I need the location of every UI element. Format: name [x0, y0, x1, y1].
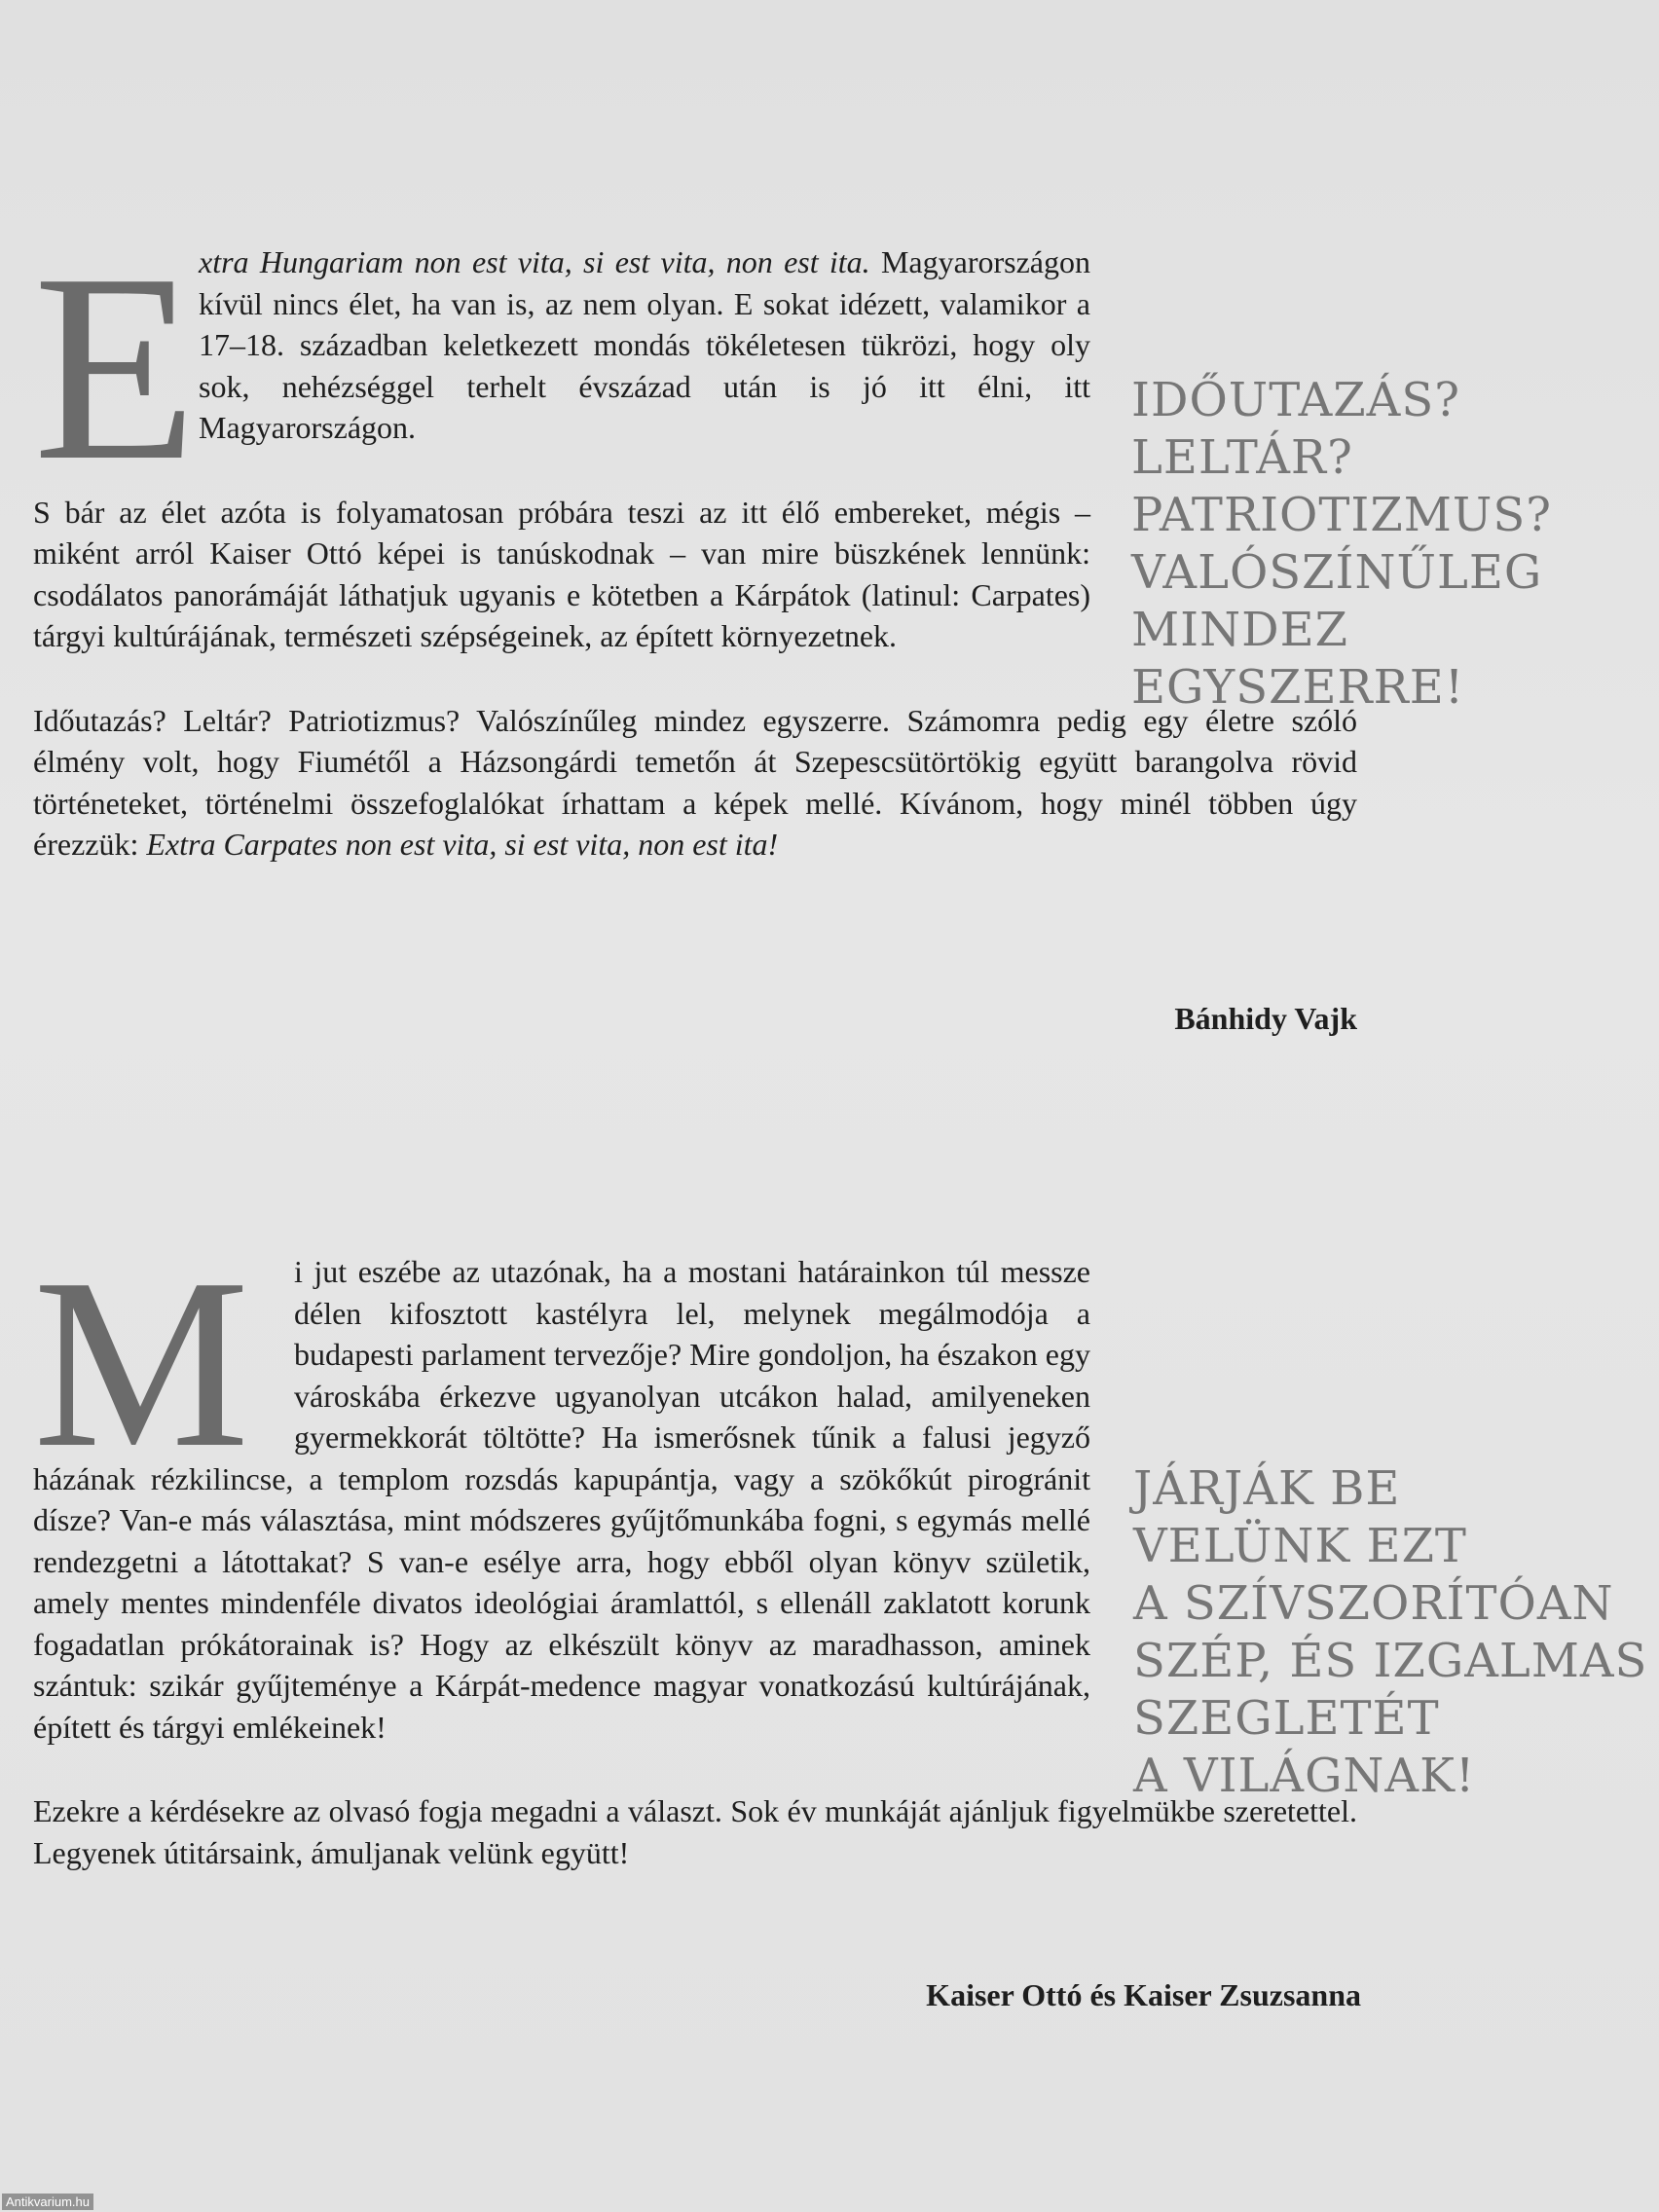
- pull-quote-2: [1133, 1460, 1659, 1805]
- signature-kaiser: Kaiser Ottó és Kaiser Zsuzsanna: [926, 1977, 1361, 2012]
- pull-quote-line: MINDEZ: [1131, 603, 1348, 657]
- pull-quote-line: EGYSZERRE!: [1131, 660, 1465, 715]
- pull-quote-1: [1131, 372, 1657, 717]
- pull-quote-line: IDŐUTAZÁS?: [1131, 373, 1460, 427]
- pull-quote-line: VALÓSZÍNŰLEG: [1131, 545, 1543, 600]
- questions-paragraph: i jut eszébe az utazónak, ha a mostani határainkon túl messze délen kifosztott kastélyra lel, melynek megálmodója a budapesti parlament tervezője? Mire gondoljon, ha északon egy városkába érkezve ugyanolyan utcákon halad, amilyeneken gyermekkorát töltötte? Ha ismerősnek tűnik a falusi jegyző házának rézkilincse, a templom rozsdás kapupántja, vagy a szökőkút pirogránit dísze? Van-e más választása, mint módszeres gyűjtőmunkába fogni, s egymás mellé rendezgetni a látottakat? S van-e esélye arra, hogy ebből olyan könyv születik, amely mentes mindenféle divatos ideológiai áramlattól, s ellenáll zaklatott korunk fogadatlan prókátorainak is? Hogy az elkészült könyv az maradhasson, aminek szántuk: szikár gyűjteménye a Kárpát-medence magyar vonatkozású kultúrájának, épített és tárgyi emlékeinek!: [33, 1254, 1090, 1745]
- closing-latin-quote: Extra Carpates non est vita, si est vita, non est ita!: [146, 827, 779, 862]
- pull-quote-line: VELÜNK EZT: [1133, 1519, 1467, 1573]
- pull-quote-line: JÁRJÁK BE: [1133, 1461, 1401, 1516]
- latin-quote: xtra Hungariam non est vita, si est vita, non est ita.: [199, 244, 870, 279]
- drop-cap-e: E: [33, 218, 198, 516]
- watermark: Antikvarium.hu: [2, 2194, 93, 2210]
- second-paragraph: S bár az élet azóta is folyamatosan próbára teszi az itt élő embereket, mégis – miként arról Kaiser Ottó képei is tanúskodnak – van mire büszkének lennünk: csodálatos panorámáját láthatjuk ugyanis e kötetben a Kárpátok (latinul: Carpates) tárgyi kultúrájának, természeti szépségeinek, az épített környezetnek.: [33, 494, 1090, 653]
- third-paragraph: [33, 700, 1357, 866]
- pull-quote-line: SZÉP, ÉS IZGALMAS: [1133, 1634, 1648, 1688]
- pull-quote-line: LELTÁR?: [1131, 430, 1353, 485]
- pull-quote-line: A VILÁGNAK!: [1133, 1749, 1476, 1803]
- closing-paragraph: Ezekre a kérdésekre az olvasó fogja megadni a választ. Sok év munkáját ajánljuk figyelmükbe szeretettel. Legyenek útitársaink, ámuljanak velünk együtt!: [33, 1793, 1357, 1870]
- signature-banhidy: Bánhidy Vajk: [1174, 1001, 1357, 1036]
- pull-quote-line: A SZÍVSZORÍTÓAN: [1133, 1576, 1614, 1631]
- intro-text: Magyarországon kívül nincs élet, ha van is, az nem olyan. E sokat idézett, valamikor a 17–18. században keletkezett mondás tökéletesen tükrözi, hogy oly sok, nehézséggel terhelt évszázad után is jó itt élni, itt Magyarországon.: [199, 244, 1091, 445]
- third-paragraph-text: Időutazás? Leltár? Patriotizmus? Valószínűleg mindez egyszerre. Számomra pedig egy életre szóló élmény volt, hogy Fiumétől a Házsongárdi temetőn át Szepescsütörtökig együtt barangolva rövid történeteket, történelmi összefoglalókat írhattam a képek mellé. Kívánom, hogy minél többen úgy érezzük:: [33, 702, 1357, 862]
- pull-quote-line: PATRIOTIZMUS?: [1131, 488, 1552, 542]
- drop-cap-m: M: [33, 1229, 250, 1498]
- pull-quote-line: SZEGLETÉT: [1133, 1691, 1440, 1746]
